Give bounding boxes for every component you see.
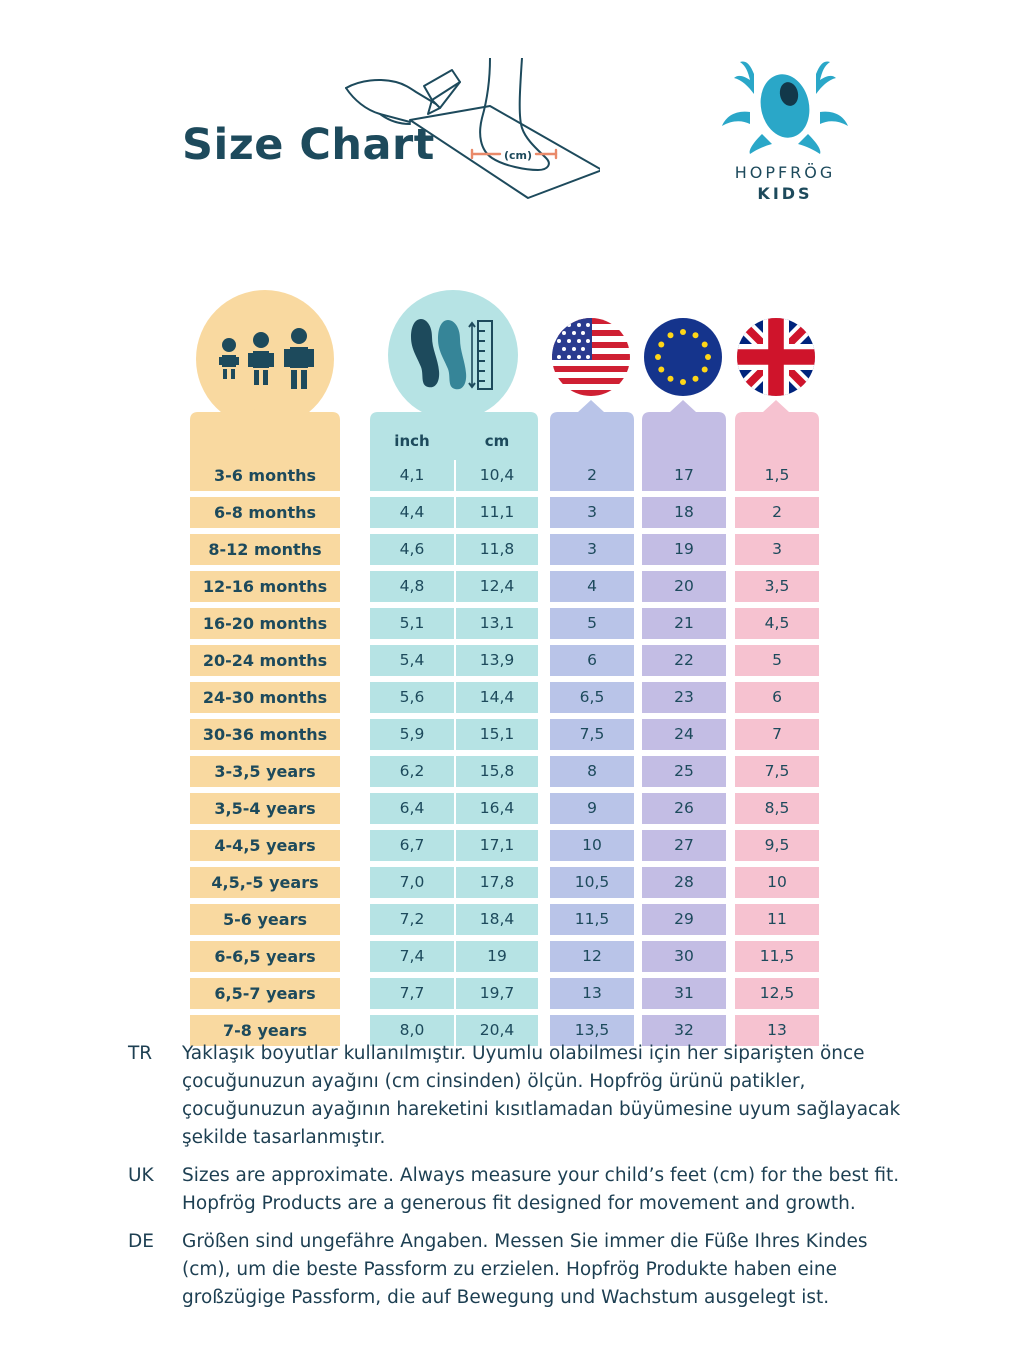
sketch-cm-label: (cm)	[504, 149, 533, 162]
table-cell: 25	[642, 756, 726, 787]
table-cell: 17	[642, 460, 726, 491]
table-row	[0, 756, 1020, 787]
table-cell: 4,5	[735, 608, 819, 639]
table-cell: 22	[642, 645, 726, 676]
table-cell: 11	[735, 904, 819, 935]
table-cell: 13	[735, 1015, 819, 1046]
us-flag-circle	[552, 318, 630, 396]
table-cell: 11,8	[456, 534, 538, 565]
table-cell: 6,5-7 years	[190, 978, 340, 1009]
table-cell: 15,1	[456, 719, 538, 750]
header	[0, 0, 1020, 230]
subheader-cm: cm	[484, 432, 510, 450]
table-cell: 7,5	[550, 719, 634, 750]
eu-flag-icon	[644, 318, 722, 396]
brand-name: HOPFRÖG	[734, 163, 836, 182]
table-cell: 4,6	[370, 534, 454, 565]
table-cell: 1,5	[735, 460, 819, 491]
brand-block	[690, 60, 880, 203]
table-cell: 7,2	[370, 904, 454, 935]
table-cell: 29	[642, 904, 726, 935]
table-row	[0, 904, 1020, 935]
table-cell: 5,4	[370, 645, 454, 676]
table-row	[0, 719, 1020, 750]
table-cell: 16,4	[456, 793, 538, 824]
table-cell: 11,1	[456, 497, 538, 528]
table-cell: 26	[642, 793, 726, 824]
table-cell: 8	[550, 756, 634, 787]
table-cell: 7	[735, 719, 819, 750]
table-cell: 31	[642, 978, 726, 1009]
table-cell: 8,0	[370, 1015, 454, 1046]
table-row	[0, 978, 1020, 1009]
table-cell: 28	[642, 867, 726, 898]
table-cell: 7,5	[735, 756, 819, 787]
table-cell: 11,5	[735, 941, 819, 972]
table-cell: 5	[735, 645, 819, 676]
table-cell: 30-36 months	[190, 719, 340, 750]
table-cell: 7,7	[370, 978, 454, 1009]
table-cell: 5-6 years	[190, 904, 340, 935]
table-cell: 19,7	[456, 978, 538, 1009]
table-cell: 2	[550, 460, 634, 491]
note-uk-lang: UK	[128, 1165, 154, 1186]
table-cell: 19	[456, 941, 538, 972]
table-cell: 6,7	[370, 830, 454, 861]
table-row	[0, 497, 1020, 528]
table-cell: 5,6	[370, 682, 454, 713]
frog-logo-icon	[710, 60, 860, 155]
table-cell: 17,8	[456, 867, 538, 898]
table-cell: 7,4	[370, 941, 454, 972]
table-cell: 4-4,5 years	[190, 830, 340, 861]
table-cell: 6,2	[370, 756, 454, 787]
note-tr-text: Yaklaşık boyutlar kullanılmıştır. Uyumlu olabilmesi için her siparişten önce çocuğunuzun ayağını (cm cinsinden) ölçün. Hopfrög ürünü patikler, çocuğunuzun ayağının hareketini kısıtlamadan büyümesine uyum sağlayacak şekilde tasarlanmıştır.	[182, 1043, 901, 1148]
column-icons-row	[0, 230, 1020, 395]
table-row	[0, 867, 1020, 898]
table-cell: 13,1	[456, 608, 538, 639]
table-cell: 7-8 years	[190, 1015, 340, 1046]
table-cell: 6	[550, 645, 634, 676]
notes-section	[0, 1040, 1020, 1322]
table-cell: 24-30 months	[190, 682, 340, 713]
foot-measuring-sketch-icon	[340, 58, 600, 208]
table-cell: 8,5	[735, 793, 819, 824]
note-de-text: Größen sind ungefähre Angaben. Messen Sie immer die Füße Ihres Kindes (cm), um die beste Passform zu erzielen. Hopfrög Produkte haben eine großzügige Passform, die auf Bewegung und Wachstum ausgelegt ist.	[182, 1231, 868, 1308]
table-cell: 10	[735, 867, 819, 898]
table-cell: 6,4	[370, 793, 454, 824]
table-cell: 21	[642, 608, 726, 639]
table-row	[0, 941, 1020, 972]
brand-sub: KIDS	[757, 184, 813, 203]
table-cell: 10,5	[550, 867, 634, 898]
family-silhouettes-icon	[213, 327, 317, 391]
table-cell: 20	[642, 571, 726, 602]
table-row	[0, 682, 1020, 713]
note-de-lang: DE	[128, 1231, 154, 1252]
note-de	[0, 1228, 902, 1312]
table-row	[0, 534, 1020, 565]
table-cell: 19	[642, 534, 726, 565]
note-tr	[0, 1040, 902, 1152]
table-row	[0, 645, 1020, 676]
table-row	[0, 608, 1020, 639]
table-cell: 30	[642, 941, 726, 972]
table-cell: 3,5-4 years	[190, 793, 340, 824]
table-cell: 4,4	[370, 497, 454, 528]
table-cell: 5	[550, 608, 634, 639]
table-cell: 13,5	[550, 1015, 634, 1046]
table-cell: 16-20 months	[190, 608, 340, 639]
table-cell: 15,8	[456, 756, 538, 787]
table-cell: 12,5	[735, 978, 819, 1009]
table-cell: 6	[735, 682, 819, 713]
table-row	[0, 571, 1020, 602]
table-cell: 23	[642, 682, 726, 713]
table-row	[0, 830, 1020, 861]
table-cell: 6-8 months	[190, 497, 340, 528]
table-cell: 3,5	[735, 571, 819, 602]
table-cell: 4	[550, 571, 634, 602]
table-cell: 27	[642, 830, 726, 861]
table-cell: 17,1	[456, 830, 538, 861]
uk-flag-circle	[737, 318, 815, 396]
table-cell: 3	[550, 534, 634, 565]
page-title: Size Chart	[182, 120, 435, 170]
footprint-ruler-icon	[408, 315, 498, 395]
table-cell: 8-12 months	[190, 534, 340, 565]
table-cell: 5,1	[370, 608, 454, 639]
table-row	[0, 793, 1020, 824]
table-cell: 2	[735, 497, 819, 528]
table-cell: 6,5	[550, 682, 634, 713]
table-cell: 3	[735, 534, 819, 565]
table-cell: 4,1	[370, 460, 454, 491]
table-cell: 18,4	[456, 904, 538, 935]
table-cell: 11,5	[550, 904, 634, 935]
table-cell: 12	[550, 941, 634, 972]
table-cell: 3-6 months	[190, 460, 340, 491]
table-cell: 13	[550, 978, 634, 1009]
table-row	[0, 460, 1020, 491]
table-cell: 12-16 months	[190, 571, 340, 602]
note-uk-text: Sizes are approximate. Always measure your child’s feet (cm) for the best fit. Hopfrög Products are a generous fit designed for movement and growth.	[182, 1165, 900, 1214]
note-tr-lang: TR	[128, 1043, 153, 1064]
table-cell: 20-24 months	[190, 645, 340, 676]
table-cell: 20,4	[456, 1015, 538, 1046]
table-cell: 9	[550, 793, 634, 824]
eu-flag-circle	[644, 318, 722, 396]
us-flag-icon	[552, 318, 630, 396]
table-cell: 6-6,5 years	[190, 941, 340, 972]
table-cell: 14,4	[456, 682, 538, 713]
table-cell: 10	[550, 830, 634, 861]
table-cell: 9,5	[735, 830, 819, 861]
note-uk	[0, 1162, 902, 1218]
subheader-inch: inch	[394, 432, 430, 450]
table-cell: 5,9	[370, 719, 454, 750]
table-cell: 3-3,5 years	[190, 756, 340, 787]
table-cell: 7,0	[370, 867, 454, 898]
table-cell: 18	[642, 497, 726, 528]
table-cell: 12,4	[456, 571, 538, 602]
uk-flag-icon	[737, 318, 815, 396]
table-cell: 24	[642, 719, 726, 750]
table-cell: 3	[550, 497, 634, 528]
table-cell: 4,5,-5 years	[190, 867, 340, 898]
table-cell: 10,4	[456, 460, 538, 491]
table-cell: 13,9	[456, 645, 538, 676]
table-cell: 32	[642, 1015, 726, 1046]
table-cell: 4,8	[370, 571, 454, 602]
